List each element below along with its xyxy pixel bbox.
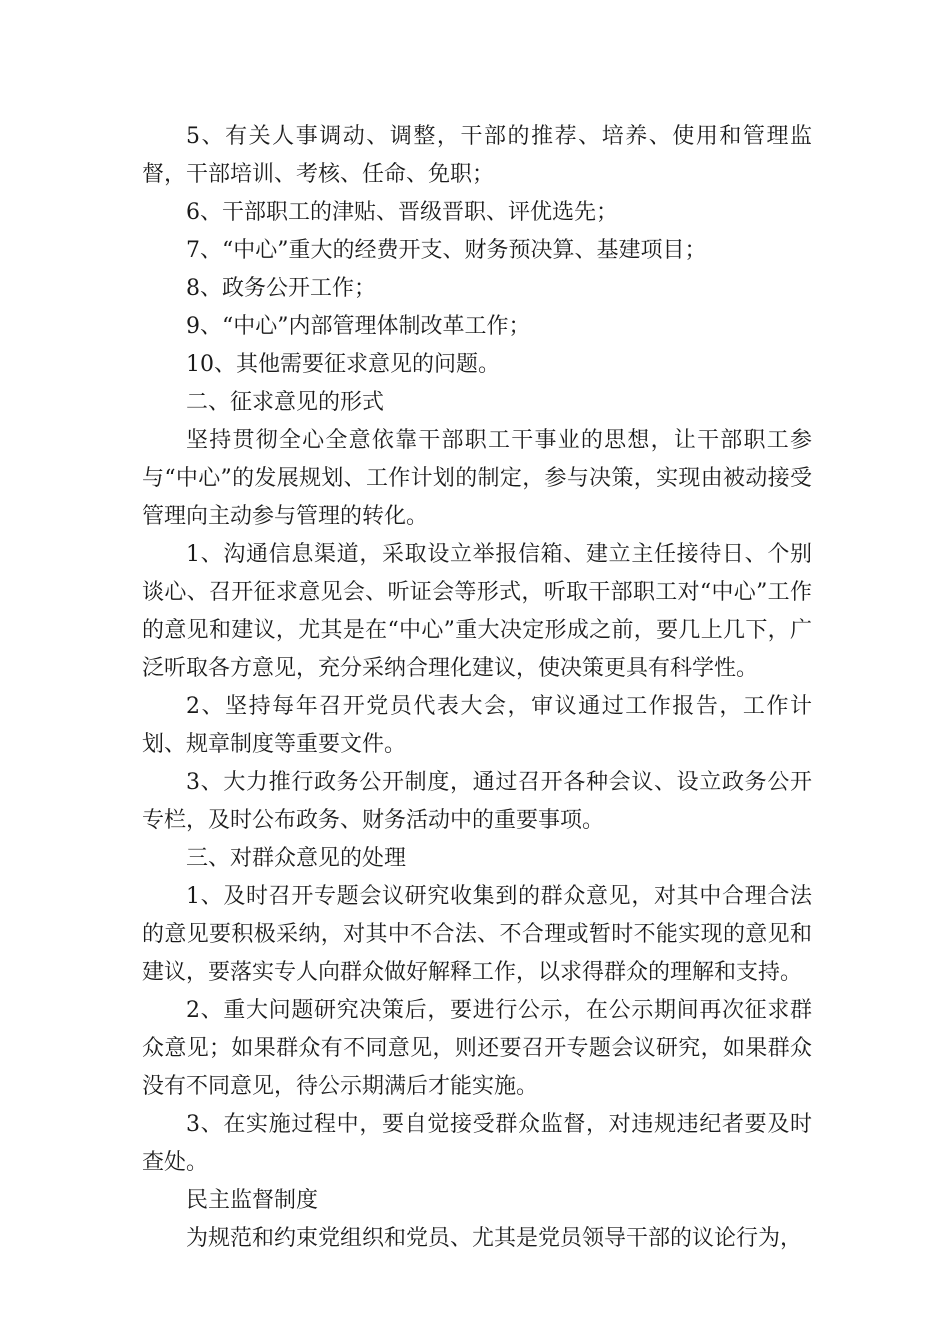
paragraph: 为规范和约束党组织和党员、尤其是党员领导干部的议论行为， xyxy=(186,1226,803,1251)
list-item: 2、重大问题研究决策后，要进行公示，在公示期间再次征求群众意见；如果群众有不同意见，则还要召开专题会议研究，如果群众没有不同意见，待公示期满后才能实施。 xyxy=(142,998,812,1099)
list-item: 7、“中心”重大的经费开支、财务预决算、基建项目； xyxy=(186,238,707,263)
list-item: 6、干部职工的津贴、晋级晋职、评优选先； xyxy=(186,200,618,225)
list-item: 1、沟通信息渠道，采取设立举报信箱、建立主任接待日、个别谈心、召开征求意见会、听证会等形式，听取干部职工对“中心”工作的意见和建议，尤其是在“中心”重大决定形成之前，要几上几下，广泛听取各方意见，充分采纳合理化建议，使决策更具有科学性。 xyxy=(142,542,812,681)
section-heading: 二、征求意见的形式 xyxy=(186,390,385,415)
list-item: 9、“中心”内部管理体制改革工作； xyxy=(186,314,531,339)
list-item: 5、有关人事调动、调整，干部的推荐、培养、使用和管理监督，干部培训、考核、任命、免职； xyxy=(142,124,812,187)
section-heading: 三、对群众意见的处理 xyxy=(186,846,407,871)
list-item: 2、坚持每年召开党员代表大会，审议通过工作报告，工作计划、规章制度等重要文件。 xyxy=(142,694,812,757)
list-item: 3、在实施过程中，要自觉接受群众监督，对违规违纪者要及时查处。 xyxy=(142,1112,812,1175)
list-item: 8、政务公开工作； xyxy=(186,276,376,301)
paragraph: 坚持贯彻全心全意依靠干部职工干事业的思想，让干部职工参与“中心”的发展规划、工作计划的制定，参与决策，实现由被动接受管理向主动参与管理的转化。 xyxy=(142,428,812,529)
section-heading: 民主监督制度 xyxy=(186,1188,319,1213)
list-item: 10、其他需要征求意见的问题。 xyxy=(186,352,500,377)
document-body xyxy=(142,118,812,1258)
list-item: 3、大力推行政务公开制度，通过召开各种会议、设立政务公开专栏，及时公布政务、财务活动中的重要事项。 xyxy=(142,770,812,833)
list-item: 1、及时召开专题会议研究收集到的群众意见，对其中合理合法的意见要积极采纳，对其中不合法、不合理或暂时不能实现的意见和建议，要落实专人向群众做好解释工作，以求得群众的理解和支持。 xyxy=(142,884,812,985)
